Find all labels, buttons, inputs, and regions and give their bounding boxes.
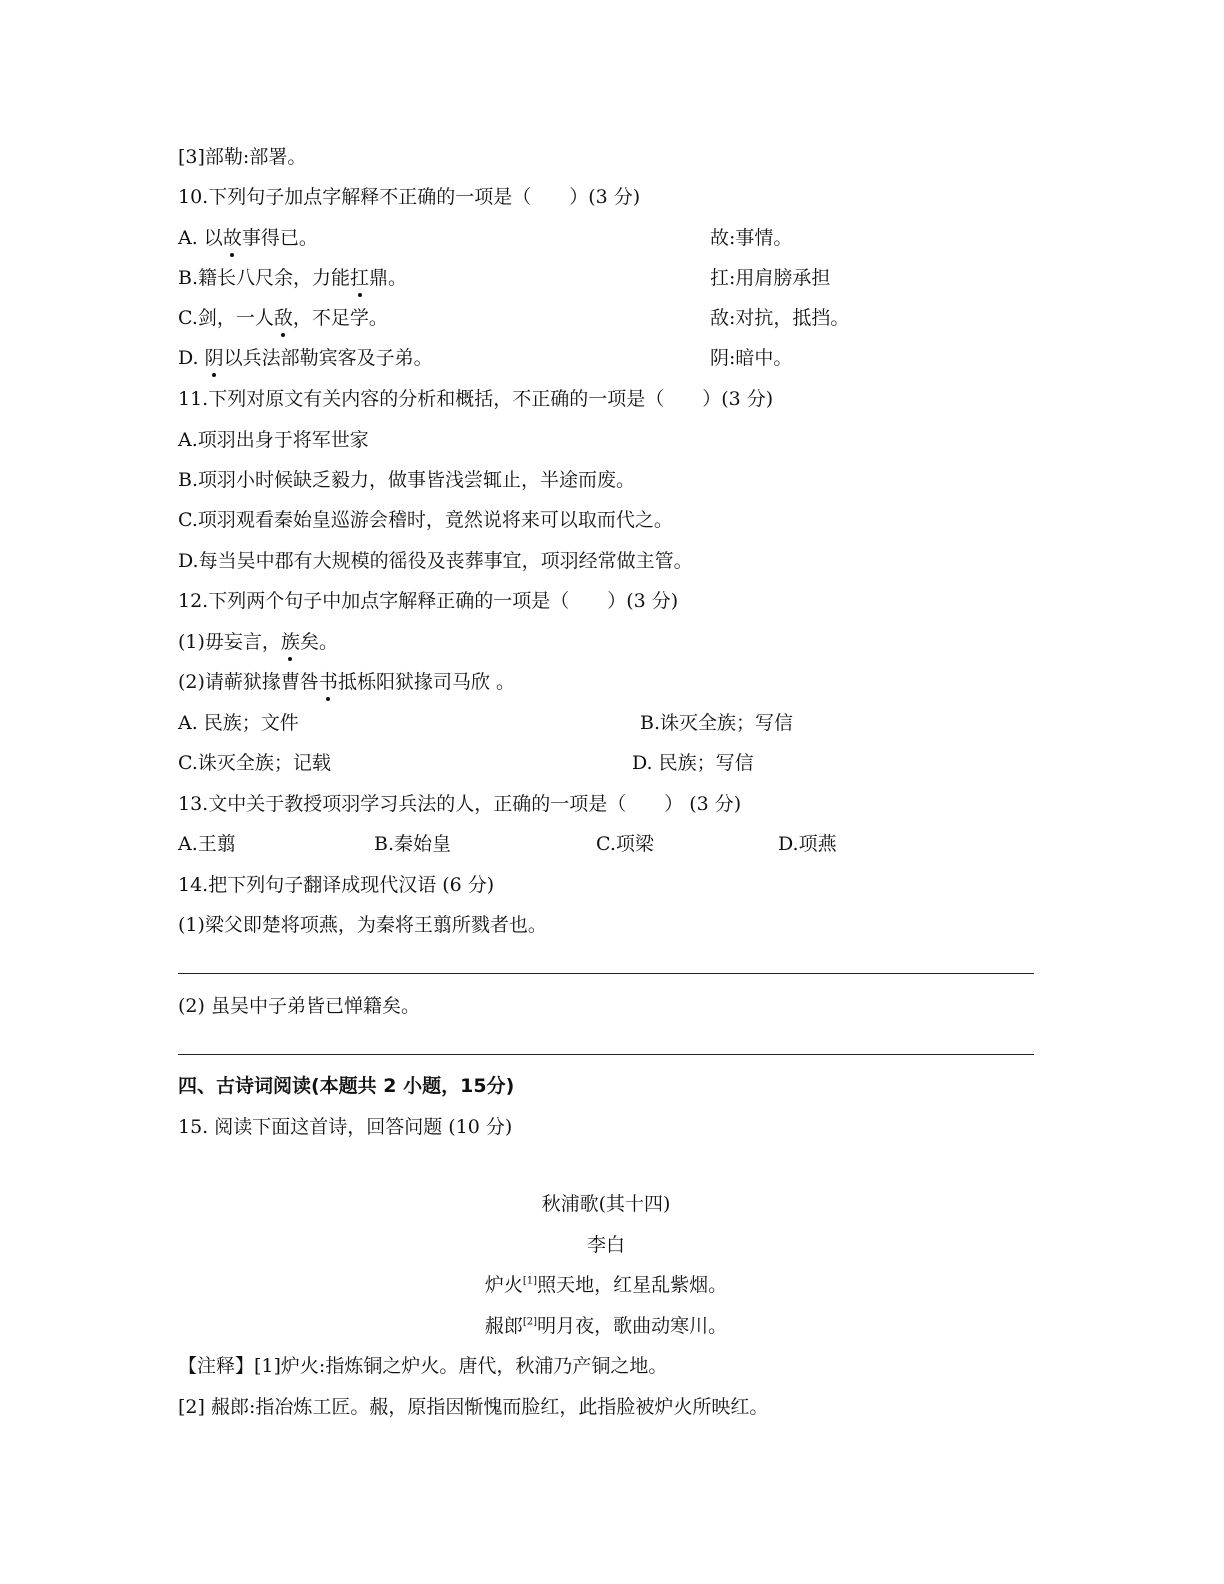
dotted-char: 阴 — [204, 347, 224, 369]
poem-author: 李白 — [586, 1234, 625, 1256]
question-12-sentence-2: (2)请蕲狱掾曹咎书抵栎阳狱掾司马欣 。 — [178, 671, 515, 693]
dotted-char: 故 — [222, 227, 242, 249]
question-10-option-c-explanation: 敌:对抗，抵挡。 — [710, 307, 850, 329]
question-11-option-a: A.项羽出身于将军世家 — [178, 429, 369, 451]
question-10-option-b: B.籍长八尺余，力能扛鼎。 — [178, 267, 408, 289]
question-13-option-a: A.王翦 — [178, 833, 236, 855]
question-13-option-d: D.项燕 — [778, 833, 837, 855]
section-4-heading: 四、古诗词阅读(本题共 2 小题，15分) — [178, 1075, 515, 1097]
question-12-stem: 12.下列两个句子中加点字解释正确的一项是（ ）(3 分) — [178, 590, 679, 612]
question-12-option-d: D. 民族；写信 — [632, 752, 754, 774]
question-13-stem: 13.文中关于教授项羽学习兵法的人，正确的一项是（ ） (3 分) — [178, 793, 742, 815]
answer-line-2[interactable] — [178, 1054, 1034, 1055]
question-10-option-b-explanation: 扛:用肩膀承担 — [710, 267, 831, 289]
question-10-option-d: D. 阴以兵法部勒宾客及子弟。 — [178, 347, 433, 369]
question-10-stem: 10.下列句子加点字解释不正确的一项是（ ）(3 分) — [178, 186, 641, 208]
note-3: [3]部勒:部署。 — [178, 146, 307, 168]
question-12-option-b: B.诛灭全族；写信 — [640, 712, 794, 734]
dotted-char: 敌 — [273, 307, 293, 329]
dotted-char: 族 — [280, 631, 300, 653]
footnote-marker: [2] — [522, 1316, 538, 1328]
question-10-option-c: C.剑，一人敌，不足学。 — [178, 307, 388, 329]
question-10-option-a-explanation: 故:事情。 — [710, 227, 793, 249]
question-14-sentence-1: (1)梁父即楚将项燕，为秦将王翦所戮者也。 — [178, 914, 547, 936]
poem-line-2: 赧郎[2]明月夜，歌曲动寒川。 — [484, 1315, 728, 1337]
question-15-stem: 15. 阅读下面这首诗，回答问题 (10 分) — [178, 1116, 513, 1138]
question-11-option-b: B.项羽小时候缺乏毅力，做事皆浅尝辄止，半途而废。 — [178, 469, 636, 491]
poem-title: 秋浦歌(其十四) — [541, 1193, 671, 1215]
question-10-option-a: A. 以故事得已。 — [178, 227, 318, 249]
poem-line-1: 炉火[1]照天地，红星乱紫烟。 — [484, 1274, 728, 1296]
question-11-option-c: C.项羽观看秦始皇巡游会稽时，竟然说将来可以取而代之。 — [178, 509, 673, 531]
question-13-option-c: C.项梁 — [596, 833, 654, 855]
question-11-option-d: D.每当吴中郡有大规模的徭役及丧葬事宜，项羽经常做主管。 — [178, 550, 693, 572]
poem-note-2: [2] 赧郎:指冶炼工匠。赧，原指因惭愧而脸红，此指脸被炉火所映红。 — [178, 1396, 769, 1418]
question-10-option-d-explanation: 阴:暗中。 — [710, 347, 793, 369]
dotted-char: 书 — [318, 671, 338, 693]
question-11-stem: 11.下列对原文有关内容的分析和概括，不正确的一项是（ ）(3 分) — [178, 388, 774, 410]
question-12-option-c: C.诛灭全族；记载 — [178, 752, 331, 774]
question-12-sentence-1: (1)毋妄言，族矣。 — [178, 631, 338, 653]
dotted-char: 扛 — [350, 267, 370, 289]
answer-line-1[interactable] — [178, 973, 1034, 974]
question-14-stem: 14.把下列句子翻译成现代汉语 (6 分) — [178, 874, 495, 896]
question-13-option-b: B.秦始皇 — [374, 833, 452, 855]
question-14-sentence-2: (2) 虽吴中子弟皆已惮籍矣。 — [178, 995, 420, 1017]
question-12-option-a: A. 民族；文件 — [178, 712, 299, 734]
poem-note-1: 【注释】[1]炉火:指炼铜之炉火。唐代，秋浦乃产铜之地。 — [178, 1355, 668, 1377]
footnote-marker: [1] — [522, 1275, 538, 1287]
